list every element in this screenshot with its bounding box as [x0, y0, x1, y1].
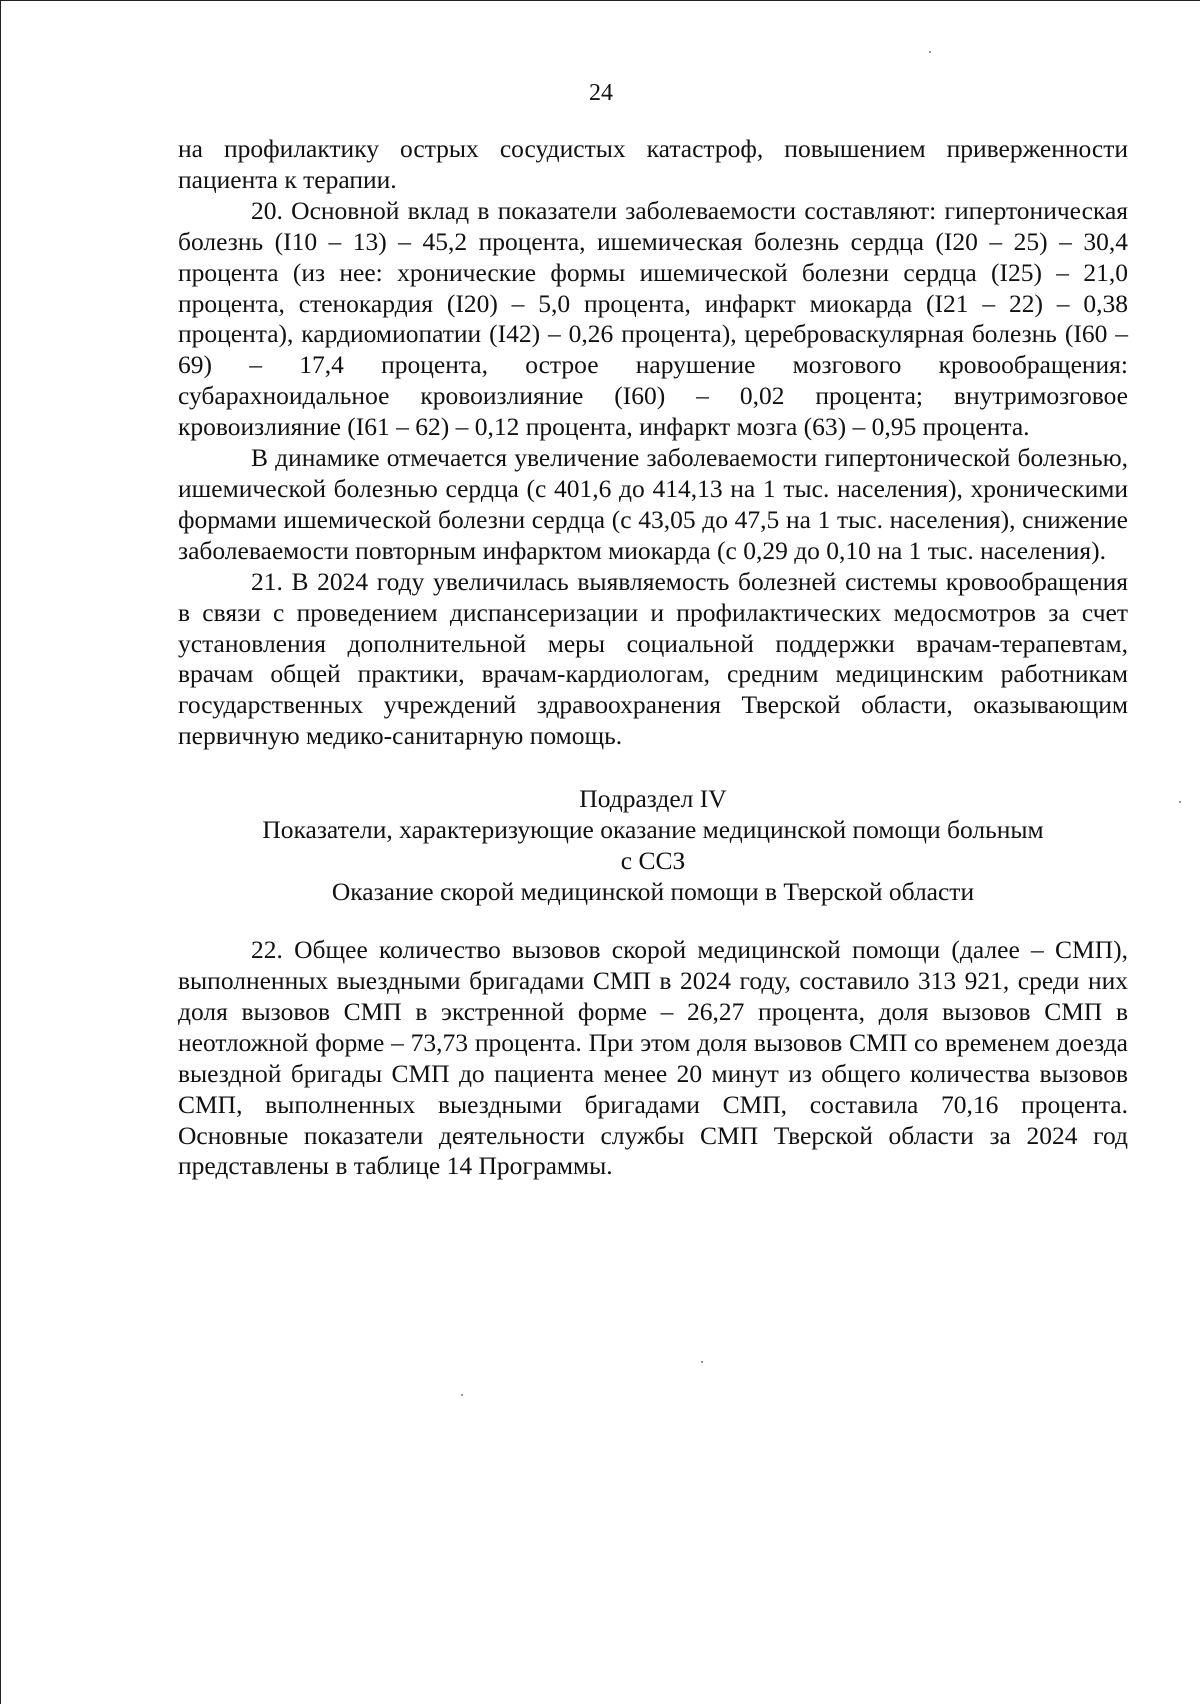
scan-speck: [1179, 801, 1181, 803]
subsection-title-line-2: с ССЗ: [620, 846, 686, 876]
section-spacer: [178, 907, 1128, 935]
scan-speck: [461, 1394, 463, 1396]
scan-speck: [701, 1361, 703, 1363]
scan-speck: [929, 51, 931, 53]
subsection-label: Подраздел IV: [579, 784, 727, 814]
paragraph-21: 21. В 2024 году увеличилась выявляемость болезней системы кровообращения в связи с проведением диспансеризации и профилактических медосмотров за счет установления дополнительной меры социальной поддержки врачам-терапевтам, врачам общей практики, врачам-кардиологам, средним медицинским работникам государственных учреждений здравоохранения Тверской области, оказывающим первичную медико-санитарную помощь.: [178, 566, 1128, 751]
document-body: [178, 134, 1128, 1182]
paragraph-dynamics: В динамике отмечается увеличение заболеваемости гипертонической болезнью, ишемической болезнью сердца (с 401,6 до 414,13 на 1 тыс. населения), хроническими формами ишемической болезни сердца (с 43,05 до 47,5 на 1 тыс. населения), снижение заболеваемости повторным инфарктом миокарда (с 0,29 до 0,10 на 1 тыс. населения).: [178, 443, 1128, 565]
subsection-heading: [178, 783, 1128, 907]
subsection-subtitle: Оказание скорой медицинской помощи в Тверской области: [331, 877, 975, 907]
paragraph-20: 20. Основной вклад в показатели заболеваемости составляют: гипертоническая болезнь (I10 – 13) – 45,2 процента, ишемическая болезнь сердца (I20 – 25) – 30,4 процента (из нее: хронические формы ишемической болезни сердца (I25) – 21,0 процента, стенокардия (I20) – 5,0 процента, инфаркт миокарда (I21 – 22) – 0,38 процента), кардиомиопатии (I42) – 0,26 процента), цереброваскулярная болезнь (I60 – 69) – 17,4 процента, острое нарушение мозгового кровообращения: субарахноидальное кровоизлияние (I60) – 0,02 процента; внутримозговое кровоизлияние (I61 – 62) – 0,12 процента, инфаркт мозга (63) – 0,95 процента.: [178, 195, 1128, 442]
paragraph-22: 22. Общее количество вызовов скорой медицинской помощи (далее – СМП), выполненных выездными бригадами СМП в 2024 году, составило 313 921, среди них доля вызовов СМП в экстренной форме – 26,27 процента, доля вызовов СМП в неотложной форме – 73,73 процента. При этом доля вызовов СМП со временем доезда выездной бригады СМП до пациента менее 20 минут из общего количества вызовов СМП, выполненных выездными бригадами СМП, составила 70,16 процента. Основные показатели деятельности службы СМП Тверской области за 2024 год представлены в таблице 14 Программы.: [178, 935, 1128, 1181]
paragraph-continuation: на профилактику острых сосудистых катастроф, повышением приверженности пациента к терапии.: [178, 134, 1128, 194]
subsection-title-line-1: Показатели, характеризующие оказание медицинской помощи больным: [262, 815, 1044, 845]
page-number: 24: [589, 80, 613, 106]
